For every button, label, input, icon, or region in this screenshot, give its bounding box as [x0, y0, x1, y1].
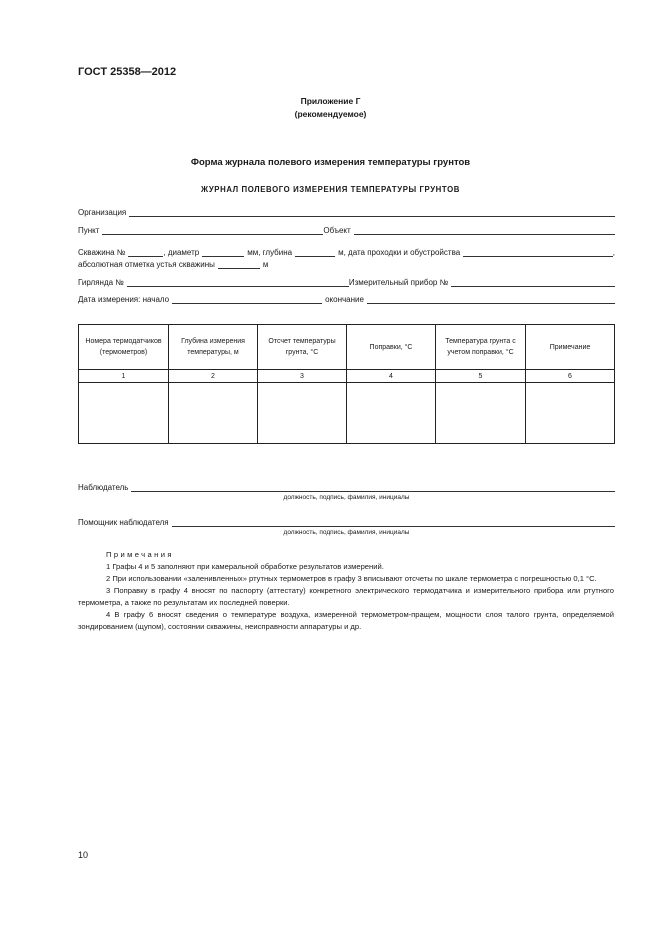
well-number-field[interactable] [128, 248, 163, 257]
table-header-cell: Отсчет температуры грунта, °С [258, 325, 347, 370]
date-end-label: окончание [325, 295, 364, 304]
mark-unit: м [262, 260, 269, 269]
observer-label: Наблюдатель [78, 483, 129, 492]
well-date-label: м, дата проходки и обустройства [338, 248, 461, 257]
observer-field[interactable] [131, 483, 615, 492]
column-number: 1 [79, 370, 169, 383]
well-depth-field[interactable] [295, 248, 335, 257]
assistant-label: Помощник наблюдателя [78, 518, 169, 527]
well-diameter-field[interactable] [202, 248, 244, 257]
table-row [79, 383, 615, 444]
organization-row [78, 208, 615, 217]
well-row [78, 248, 615, 257]
instrument-field[interactable] [451, 278, 615, 287]
date-start-field[interactable] [172, 295, 322, 304]
assistant-caption: должность, подпись, фамилия, инициалы [283, 529, 410, 536]
appendix-subtitle: (рекомендуемое) [294, 109, 367, 119]
notes-header: Примечания [106, 550, 174, 559]
well-depth-label: мм, глубина [247, 248, 293, 257]
note-item: 3 Поправку в графу 4 вносят по паспорту (аттестату) конкретного электрического термодатчика и измерительного прибора или ртутного термометра, а также по результатам их последней поверки. [78, 586, 614, 607]
table-cell[interactable] [526, 383, 615, 444]
well-number-label: Скважина № [78, 248, 126, 257]
note-item: 4 В графу 6 вносят сведения о температуре воздуха, измеренной термометром-пращем, мощности слоя талого грунта, определяемой зондированием (щупом), состоянии скважины, неисправности аппаратуры и др. [78, 610, 614, 631]
well-date-field[interactable] [463, 248, 613, 257]
column-number: 2 [169, 370, 258, 383]
table-number-row [79, 370, 615, 383]
column-number: 5 [436, 370, 526, 383]
table-header-cell: Глубина измерения температуры, м [169, 325, 258, 370]
table-header-row [79, 325, 615, 370]
object-field[interactable] [354, 226, 615, 235]
observer-caption: должность, подпись, фамилия, инициалы [283, 494, 410, 501]
form-title: Форма журнала полевого измерения температуры грунтов [190, 157, 471, 168]
table-header-cell: Номера термодатчиков (термометров) [79, 325, 169, 370]
garland-label: Гирлянда № [78, 278, 124, 287]
column-number: 4 [347, 370, 436, 383]
measurement-table [78, 324, 615, 444]
mark-label: абсолютная отметка устья скважины [78, 260, 215, 269]
column-number: 6 [526, 370, 615, 383]
assistant-row [78, 518, 615, 527]
table-header-cell: Примечание [526, 325, 615, 370]
point-field[interactable] [102, 226, 323, 235]
table-cell[interactable] [169, 383, 258, 444]
notes-block [78, 549, 614, 633]
point-object-row [78, 226, 615, 235]
table-cell[interactable] [258, 383, 347, 444]
garland-field[interactable] [127, 278, 349, 287]
table-cell[interactable] [436, 383, 526, 444]
instrument-label: Измерительный прибор № [348, 278, 449, 287]
observer-row [78, 483, 615, 492]
point-label: Пункт [78, 226, 100, 235]
document-id: ГОСТ 25358—2012 [78, 66, 177, 78]
organization-label: Организация [78, 208, 127, 217]
organization-field[interactable] [129, 208, 615, 217]
assistant-field[interactable] [172, 518, 615, 527]
note-item: 2 При использовании «заленивленных» ртутных термометров в графу 3 вписывают отсчеты по шкале термометра с погрешностью 0,1 °С. [106, 574, 597, 583]
well-comma: , [612, 248, 615, 257]
object-label: Объект [323, 226, 351, 235]
mark-row [78, 260, 268, 269]
table-cell[interactable] [347, 383, 436, 444]
column-number: 3 [258, 370, 347, 383]
well-diameter-label: , диаметр [163, 248, 200, 257]
note-item: 1 Графы 4 и 5 заполняют при камеральной обработке результатов измерений. [106, 562, 384, 571]
page-number: 10 [78, 850, 89, 860]
table-cell[interactable] [79, 383, 169, 444]
date-start-label: Дата измерения: начало [78, 295, 170, 304]
table-header-cell: Поправки, °С [347, 325, 436, 370]
table-header-cell: Температура грунта с учетом поправки, °С [436, 325, 526, 370]
journal-title: ЖУРНАЛ ПОЛЕВОГО ИЗМЕРЕНИЯ ТЕМПЕРАТУРЫ ГРУНТОВ [201, 185, 460, 194]
date-end-field[interactable] [367, 295, 615, 304]
appendix-title: Приложение Г [300, 96, 361, 106]
mark-field[interactable] [218, 260, 260, 269]
garland-row [78, 278, 615, 287]
date-row [78, 295, 615, 304]
